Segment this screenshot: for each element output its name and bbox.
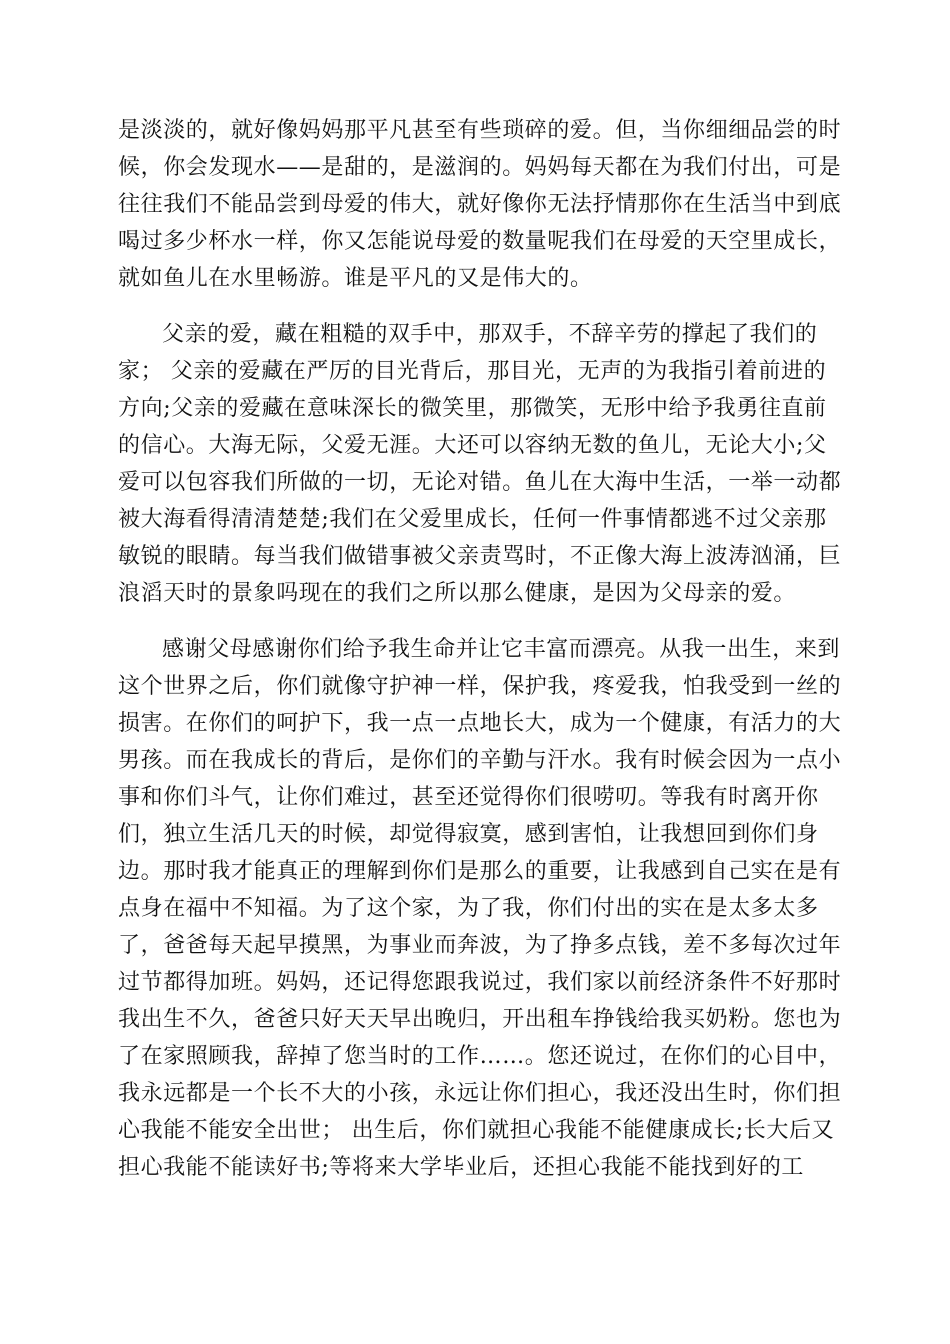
paragraph-spacer	[118, 297, 838, 316]
text-line: 是淡淡的，就好像妈妈那平凡甚至有些琐碎的爱。但，当你细细品尝的时	[118, 118, 842, 143]
text-line: 父亲的爱，藏在粗糙的双手中，那双手，不辞辛劳的撑起了我们的	[162, 322, 818, 347]
text-line: 损害。在你们的呵护下，我一点一点地长大，成为一个健康，有活力的大	[118, 711, 842, 736]
text-line: 过节都得加班。妈妈，还记得您跟我说过，我们家以前经济条件不好那时	[118, 970, 842, 995]
text-line: 喝过多少杯水一样，你又怎能说母爱的数量呢我们在母爱的天空里成长，	[118, 229, 842, 254]
text-line: 我出生不久，爸爸只好天天早出晚归，开出租车挣钱给我买奶粉。您也为	[118, 1007, 842, 1032]
text-line: 担心我能不能读好书;等将来大学毕业后，还担心我能不能找到好的工	[118, 1155, 805, 1180]
paragraph-1	[118, 112, 842, 297]
text-line: 浪滔天时的景象吗现在的我们之所以那么健康，是因为父母亲的爱。	[118, 581, 797, 606]
document-body	[118, 112, 842, 1186]
paragraph-spacer	[118, 612, 838, 631]
text-line: 被大海看得清清楚楚;我们在父爱里成长，任何一件事情都逃不过父亲那	[118, 507, 827, 532]
text-line: 的信心。大海无际，父爱无涯。大还可以容纳无数的鱼儿，无论大小;父	[118, 433, 827, 458]
text-line: 这个世界之后，你们就像守护神一样，保护我，疼爱我，怕我受到一丝的	[118, 674, 842, 699]
paragraph-3	[118, 631, 842, 1186]
text-line: 方向;父亲的爱藏在意味深长的微笑里，那微笑，无形中给予我勇往直前	[118, 396, 827, 421]
text-line: 候，你会发现水——是甜的，是滋润的。妈妈每天都在为我们付出，可是	[118, 155, 842, 180]
text-line: 了在家照顾我，辞掉了您当时的工作……。您还说过，在你们的心目中，	[118, 1044, 842, 1069]
paragraph-2	[118, 316, 842, 612]
text-line: 爱可以包容我们所做的一切，无论对错。鱼儿在大海中生活，一举一动都	[118, 470, 842, 495]
text-line: 边。那时我才能真正的理解到你们是那么的重要，让我感到自己实在是有	[118, 859, 842, 884]
text-line: 往往我们不能品尝到母爱的伟大，就好像你无法抒情那你在生活当中到底	[118, 192, 842, 217]
text-line: 敏锐的眼睛。每当我们做错事被父亲责骂时，不正像大海上波涛汹涌，巨	[118, 544, 842, 569]
text-line: 就如鱼儿在水里畅游。谁是平凡的又是伟大的。	[118, 266, 593, 291]
text-line: 们，独立生活几天的时候，却觉得寂寞，感到害怕，让我想回到你们身	[118, 822, 819, 847]
text-line: 感谢父母感谢你们给予我生命并让它丰富而漂亮。从我一出生，来到	[162, 637, 841, 662]
text-line: 了，爸爸每天起早摸黑，为事业而奔波，为了挣多点钱，差不多每次过年	[118, 933, 842, 958]
text-line: 点身在福中不知福。为了这个家，为了我，你们付出的实在是太多太多	[118, 896, 819, 921]
text-line: 家； 父亲的爱藏在严厉的目光背后，那目光，无声的为我指引着前进的	[118, 359, 827, 384]
text-line: 心我能不能安全出世； 出生后，你们就担心我能不能健康成长;长大后又	[118, 1118, 835, 1143]
text-line: 事和你们斗气，让你们难过，甚至还觉得你们很唠叨。等我有时离开你	[118, 785, 819, 810]
text-line: 男孩。而在我成长的背后，是你们的辛勤与汗水。我有时候会因为一点小	[118, 748, 842, 773]
text-line: 我永远都是一个长不大的小孩，永远让你们担心，我还没出生时，你们担	[118, 1081, 842, 1106]
